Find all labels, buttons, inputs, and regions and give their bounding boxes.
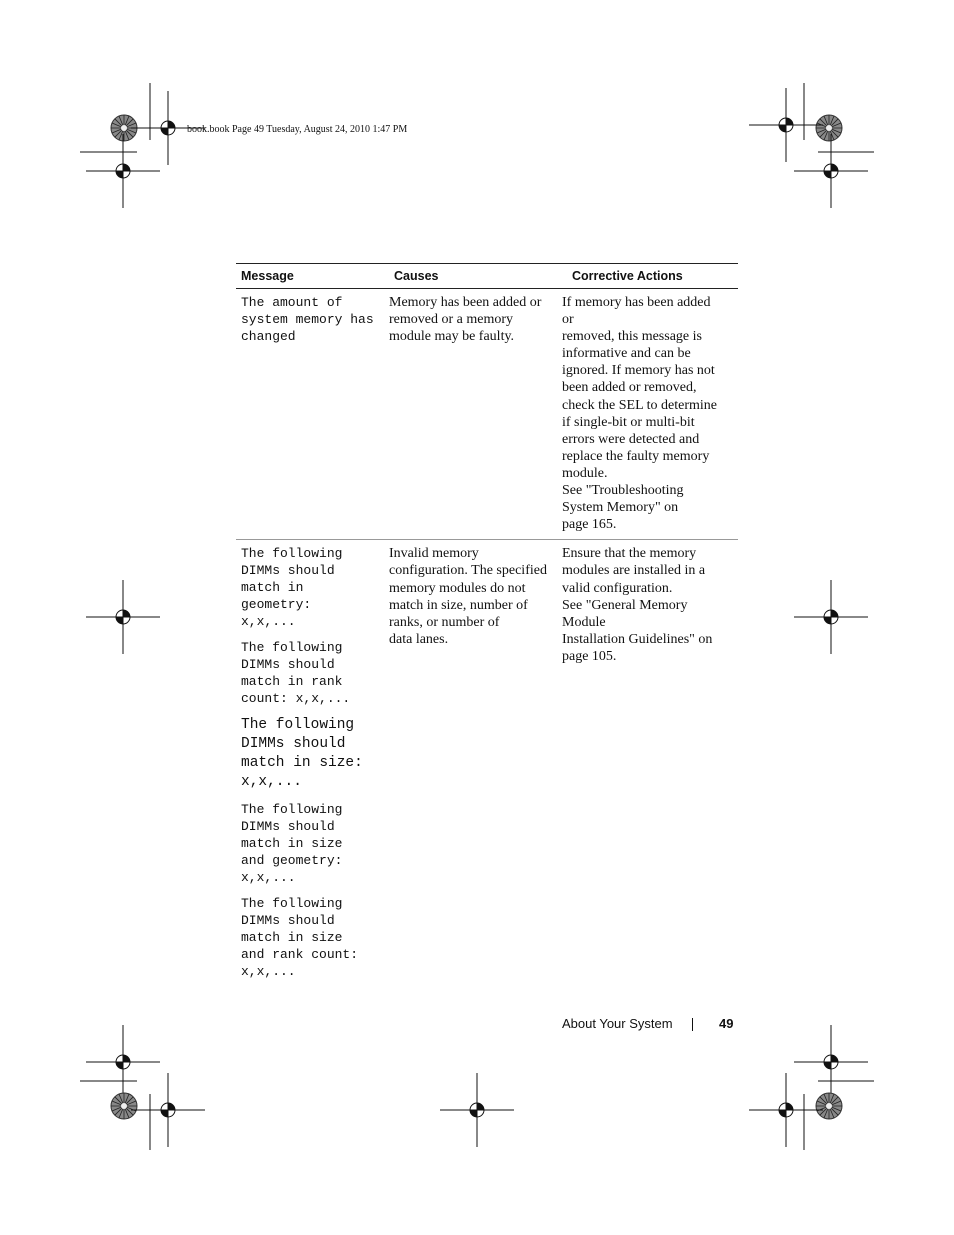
message-line: count: x,x,... — [241, 691, 351, 707]
registration-mark-icon — [86, 580, 160, 654]
message-line: x,x,... — [241, 870, 296, 886]
print-slug-line: book.book Page 49 Tuesday, August 24, 2010 1:47 PM — [187, 124, 408, 135]
cause-cell — [384, 289, 557, 539]
action-line: check the SEL to determine — [562, 397, 717, 413]
registration-mark-icon — [794, 580, 868, 654]
corrective-action-cell — [557, 540, 723, 986]
action-line: replace the faulty memory — [562, 448, 710, 464]
message-line: match in size — [241, 930, 343, 946]
table-row — [236, 289, 738, 540]
message-line: match in size: — [241, 755, 363, 772]
cause-line: configuration. The specified — [389, 563, 547, 579]
message-line: match in — [241, 580, 304, 596]
message-line: The amount of — [241, 295, 343, 310]
error-message-table — [236, 263, 738, 986]
message-line: The following — [241, 546, 343, 562]
action-line: module. — [562, 465, 608, 481]
action-line: errors were detected and — [562, 431, 700, 447]
message-line: DIMMs should — [241, 913, 335, 929]
cause-line: ranks, or number of — [389, 614, 500, 630]
action-line: If memory has been added or — [562, 295, 711, 328]
registration-mark-icon — [86, 1025, 160, 1099]
message-line: and rank count: — [241, 947, 359, 963]
corrective-action-cell — [557, 289, 723, 539]
action-line: Module — [562, 614, 606, 630]
action-line: been added or removed, — [562, 380, 697, 396]
table-row — [236, 540, 738, 986]
column-header-corrective-actions: Corrective Actions — [572, 269, 683, 283]
star-target-icon — [816, 115, 842, 141]
registration-mark-icon — [794, 1025, 868, 1099]
message-line: x,x,... — [241, 774, 302, 791]
message-line: x,x,... — [241, 964, 296, 980]
cause-cell — [384, 540, 557, 986]
message-line: and geometry: — [241, 853, 343, 869]
registration-mark-icon — [749, 1073, 823, 1147]
footer-divider — [692, 1018, 693, 1031]
cause-line: memory modules do not — [389, 580, 526, 596]
message-line: geometry: — [241, 597, 312, 613]
star-target-icon — [111, 1093, 137, 1119]
message-line: The following — [241, 896, 343, 912]
message-line: The following — [241, 640, 343, 656]
message-line: DIMMs should — [241, 657, 335, 673]
action-line: removed, this message is — [562, 329, 702, 345]
action-line: See "Troubleshooting — [562, 483, 684, 499]
message-line: match in rank — [241, 674, 343, 690]
action-line: Installation Guidelines" on — [562, 631, 713, 647]
table-body — [236, 289, 738, 986]
message-line: x,x,... — [241, 614, 296, 630]
page-number: 49 — [719, 1016, 734, 1031]
message-line: system memory has — [241, 312, 374, 327]
footer-section-title: About Your System — [562, 1016, 673, 1031]
action-line: informative and can be — [562, 346, 691, 362]
registration-mark-icon — [86, 134, 160, 208]
error-message — [241, 639, 384, 707]
column-header-causes: Causes — [394, 269, 439, 283]
message-cell — [236, 289, 384, 539]
table-header — [236, 263, 738, 289]
column-header-message: Message — [241, 269, 294, 283]
error-message — [241, 294, 384, 345]
action-line: valid configuration. — [562, 580, 673, 596]
registration-mark-icon — [749, 88, 823, 162]
message-line: The following — [241, 717, 355, 734]
message-line: match in size — [241, 836, 343, 852]
cause-line: module may be faulty. — [389, 329, 515, 345]
message-line: The following — [241, 802, 343, 818]
action-line: page 165. — [562, 517, 617, 533]
cause-line: removed or a memory — [389, 312, 514, 328]
cause-line: Memory has been added or — [389, 295, 542, 310]
registration-mark-icon — [794, 134, 868, 208]
error-message — [241, 716, 384, 792]
cause-line: match in size, number of — [389, 597, 528, 613]
registration-mark-icon — [131, 1073, 205, 1147]
message-cell — [236, 540, 384, 986]
message-line: DIMMs should — [241, 819, 335, 835]
error-message — [241, 895, 384, 980]
registration-mark-icon — [440, 1073, 514, 1147]
message-line: changed — [241, 329, 296, 344]
message-line: DIMMs should — [241, 736, 346, 753]
action-line: ignored. If memory has not — [562, 363, 715, 379]
star-target-icon — [816, 1093, 842, 1119]
cause-line: Invalid memory — [389, 546, 479, 562]
cause-line: data lanes. — [389, 631, 449, 647]
message-line: DIMMs should — [241, 563, 335, 579]
action-line: if single-bit or multi-bit — [562, 414, 695, 430]
error-message — [241, 545, 384, 630]
action-line: System Memory" on — [562, 500, 679, 516]
action-line: page 105. — [562, 648, 617, 664]
action-line: See "General Memory — [562, 597, 688, 613]
action-line: modules are installed in a — [562, 563, 706, 579]
error-message — [241, 801, 384, 886]
action-line: Ensure that the memory — [562, 546, 697, 562]
